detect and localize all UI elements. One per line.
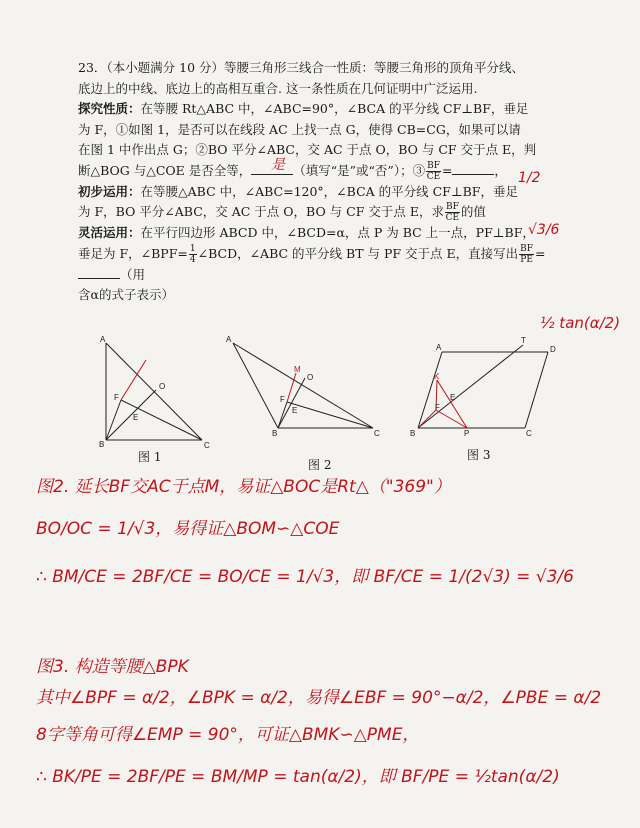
fig3-label-t: T xyxy=(521,336,526,345)
initial-line-2: 为 F，BO 平分∠ABC，交 AC 于点 O，BO 与 CF 交于点 E，求 $\frac{BF}{CE}$ 的值 xyxy=(78,202,486,223)
fig2-label-o: O xyxy=(307,373,314,382)
handwriting-line-2: BO/OC = 1/√3，易得证△BOM∽△COE xyxy=(36,519,340,539)
handwritten-answer-1: 是 xyxy=(271,157,285,173)
handwriting-line-6: 8字等角可得∠EMP = 90°，可证△BMK∽△PME， xyxy=(36,725,420,745)
initial-line-1: 初步运用：在等腰△ABC 中，∠ABC=120°，∠BCA 的平分线 CF⊥BF，垂足 xyxy=(78,183,518,199)
fig1-caption: 图 1 xyxy=(138,450,162,464)
handwriting-line-3: ∴ BM/CE = 2BF/CE = BO/CE = 1/√3，即 BF/CE = 1/(2√3) = √3/6 xyxy=(36,567,574,587)
fig1-label-b: B xyxy=(99,440,105,449)
fig2-label-c: C xyxy=(374,429,380,438)
fig3-label-c: C xyxy=(526,429,532,438)
initial-label: 初步运用： xyxy=(78,183,141,199)
explore-text-4a: 断△BOG 与△COE 是否全等， xyxy=(78,162,252,178)
explore-line-4: 断△BOG 与△COE 是否全等， （填写“是”或“否”）；③ $\frac{BF}{CE}$ = ， xyxy=(78,160,507,182)
fig2-caption: 图 2 xyxy=(308,458,332,472)
fig3-label-b: B xyxy=(410,429,416,438)
fig1-label-o: O xyxy=(159,382,166,391)
fig2-label-e: E xyxy=(292,406,298,415)
flex-line-2: 垂足为 F，∠BPF= $\frac{1}{4}$ ∠BCD，∠ABC 的平分线 BT 与 PF 交于点 E，直接写出 $\frac{BF}{PE}$ =（用 xyxy=(78,243,546,282)
fig2-label-a: A xyxy=(226,335,232,344)
figure-3 xyxy=(418,345,548,428)
handwriting-line-1: 图2. 延长BF交AC于点M，易证△BOC是Rt△（"369"） xyxy=(36,477,451,497)
problem-line-1: 23．（本小题满分 10 分）等腰三角形三线合一性质：等腰三角形的顶角平分线、 xyxy=(78,60,525,75)
fig2-label-b: B xyxy=(272,429,278,438)
explore-text-4b: （填写“是”或“否”）；③ xyxy=(293,162,426,178)
fig3-label-e: E xyxy=(450,393,456,402)
flex-line-1: 灵活运用：在平行四边形 ABCD 中，∠BCD=α，点 P 为 BC 上一点，PF⊥BF， xyxy=(78,225,535,240)
fig1-label-c: C xyxy=(204,441,210,450)
fraction-bf-ce-2: $\frac{BF}{CE}$ xyxy=(445,202,460,223)
handwritten-answer-4: ½ tan(α/2) xyxy=(540,314,621,332)
fig3-caption: 图 3 xyxy=(467,448,491,462)
handwritten-answer-2: 1/2 xyxy=(518,170,541,186)
fig3-label-p: P xyxy=(464,429,470,438)
fig3-label-f: F xyxy=(435,403,440,412)
fraction-one-quarter: $\frac{1}{4}$ xyxy=(189,243,196,265)
fig2-label-m: M xyxy=(294,365,301,374)
figure-2 xyxy=(233,343,373,428)
flex-label: 灵活运用： xyxy=(78,225,141,240)
handwriting-line-5: 其中∠BPF = α/2，∠BPK = α/2，易得∠EBF = 90°−α/2，∠PBE = α/2 xyxy=(36,688,602,708)
fig1-label-f: F xyxy=(114,393,119,402)
fraction-bf-ce: $\frac{BF}{CE}$ xyxy=(426,160,441,182)
explore-text-1: 在等腰 Rt△ABC 中，∠ABC=90°，∠BCA 的平分线 CF⊥BF，垂足 xyxy=(140,101,529,116)
handwritten-answer-3: √3/6 xyxy=(528,222,560,238)
problem-line-2: 底边上的中线、底边上的高相互重合. 这一条性质在几何证明中广泛运用. xyxy=(78,80,478,96)
explore-line-3: 在图 1 中作出点 G；②BO 平分∠ABC，交 AC 于点 O，BO 与 CF 交于点 E，判 xyxy=(78,142,537,157)
explore-line-2: 为 F，①如图 1，是否可以在线段 AC 上找一点 G，使得 CB=CG，如果可以请 xyxy=(78,121,521,137)
handwriting-line-4: 图3. 构造等腰△BPK xyxy=(36,657,189,677)
fig1-label-e: E xyxy=(133,413,139,422)
fraction-bf-pe: $\frac{BF}{PE}$ xyxy=(520,243,534,265)
flex-line-3: 含α的式子表示） xyxy=(78,287,174,302)
explore-label: 探究性质： xyxy=(78,101,141,116)
handwriting-line-7: ∴ BK/PE = 2BF/PE = BM/MP = tan(α/2)，即 BF/PE = ½tan(α/2) xyxy=(36,767,560,787)
figure-1 xyxy=(106,343,202,440)
fig3-label-a: A xyxy=(436,343,442,352)
fig2-label-f: F xyxy=(280,395,285,404)
fig3-label-k: K xyxy=(434,372,440,381)
fig1-label-a: A xyxy=(100,335,106,344)
fig3-label-d: D xyxy=(550,345,556,354)
